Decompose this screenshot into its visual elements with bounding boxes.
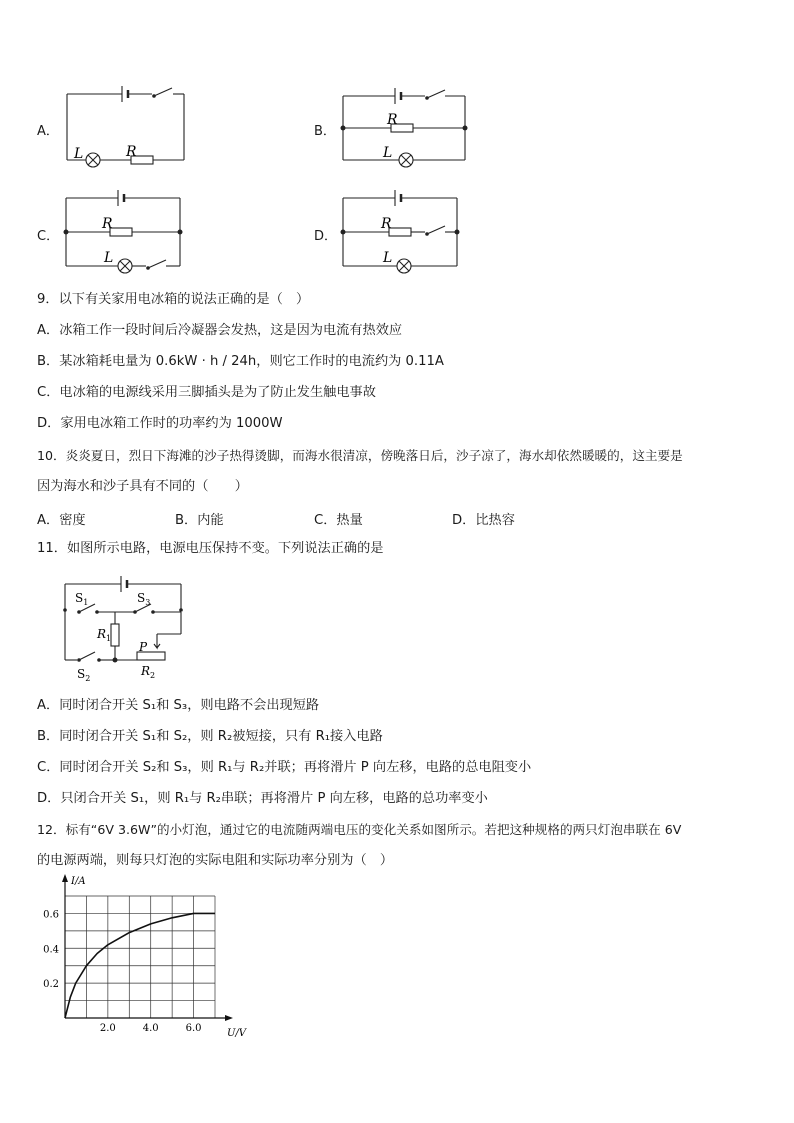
circuit-b xyxy=(337,86,472,166)
y-axis-label: I/A xyxy=(71,876,86,887)
svg-text:L: L xyxy=(383,145,393,161)
x-tick-label: 4.0 xyxy=(142,1023,159,1034)
q10-option-b: B．内能 xyxy=(175,513,224,528)
q10-option-a: A．密度 xyxy=(37,513,86,528)
q11-option-a: A．同时闭合开关 S₁和 S₃，则电路不会出现短路 xyxy=(37,698,320,713)
q10-stem-line1: 10．炎炎夏日，烈日下海滩的沙子热得烫脚，而海水很清凉，傍晚落日后，沙子凉了，海水却依然暖暖的，这主要是 xyxy=(37,448,683,463)
option-d-label: D． xyxy=(314,229,338,244)
svg-text:R: R xyxy=(102,216,113,232)
svg-text:R2: $R_2$ xyxy=(141,664,156,680)
circuit-q11 xyxy=(55,572,195,687)
circuit-a xyxy=(60,82,190,167)
svg-text:R: R xyxy=(387,112,398,128)
y-tick-label: 0.4 xyxy=(43,944,59,956)
svg-text:P: P xyxy=(139,640,148,654)
svg-text:S3: $S_3$ xyxy=(137,591,151,607)
circuit-d xyxy=(337,188,467,270)
option-a-label: A． xyxy=(37,124,59,139)
circuit-c xyxy=(60,188,190,270)
q9-option-a: A．冰箱工作一段时间后冷凝器会发热，这是因为电流有热效应 xyxy=(37,323,403,338)
svg-text:L: L xyxy=(104,250,114,266)
q10-stem-line2: 因为海水和沙子具有不同的（ ） xyxy=(37,479,248,494)
option-b-label: B． xyxy=(314,124,336,139)
lamp-label: L xyxy=(74,146,84,162)
option-c-label: C． xyxy=(37,229,60,244)
x-tick-label: 6.0 xyxy=(185,1023,202,1034)
y-tick-label: 0.6 xyxy=(43,909,59,921)
svg-text:S1: $S_1$ xyxy=(75,591,89,607)
switch-blade xyxy=(154,88,172,96)
q11-option-d: D．只闭合开关 S₁，则 R₁与 R₂串联；再将滑片 P 向左移，电路的总功率变小 xyxy=(37,791,488,806)
x-tick-label: 2.0 xyxy=(99,1023,116,1034)
q10-option-c: C．热量 xyxy=(314,513,363,528)
q11-option-c: C．同时闭合开关 S₂和 S₃，则 R₁与 R₂并联；再将滑片 P 向左移，电路的总电阻变小 xyxy=(37,760,532,775)
q9-option-c: C．电冰箱的电源线采用三脚插头是为了防止发生触电事故 xyxy=(37,385,376,400)
iu-chart xyxy=(35,876,247,1040)
x-axis-arrow xyxy=(225,1015,233,1021)
q12-stem-line2: 的电源两端，则每只灯泡的实际电阻和实际功率分别为（ ） xyxy=(37,853,394,868)
q9-stem: 9．以下有关家用电冰箱的说法正确的是（ ） xyxy=(37,292,310,307)
x-axis-label: U/V xyxy=(227,1028,247,1039)
svg-text:R1: $R_1$ xyxy=(97,627,112,643)
svg-text:R: R xyxy=(381,216,392,232)
y-axis-arrow xyxy=(62,874,68,882)
q11-stem: 11．如图所示电路，电源电压保持不变。下列说法正确的是 xyxy=(37,541,384,556)
q9-option-b: B．某冰箱耗电量为 0.6kW · h / 24h，则它工作时的电流约为 0.11A xyxy=(37,354,444,369)
q12-stem-line1: 12．标有“6V 3.6W”的小灯泡，通过它的电流随两端电压的变化关系如图所示。若把这种规格的两只灯泡串联在 6V xyxy=(37,822,682,837)
q9-option-d: D．家用电冰箱工作时的功率约为 1000W xyxy=(37,416,283,431)
svg-text:L: L xyxy=(383,250,393,266)
q10-option-d: D．比热容 xyxy=(452,513,515,528)
resistor-label: R xyxy=(126,144,137,160)
y-tick-label: 0.2 xyxy=(43,979,59,991)
svg-text:S2: $S_2$ xyxy=(77,667,91,683)
q11-option-b: B．同时闭合开关 S₁和 S₂，则 R₂被短接，只有 R₁接入电路 xyxy=(37,729,383,744)
